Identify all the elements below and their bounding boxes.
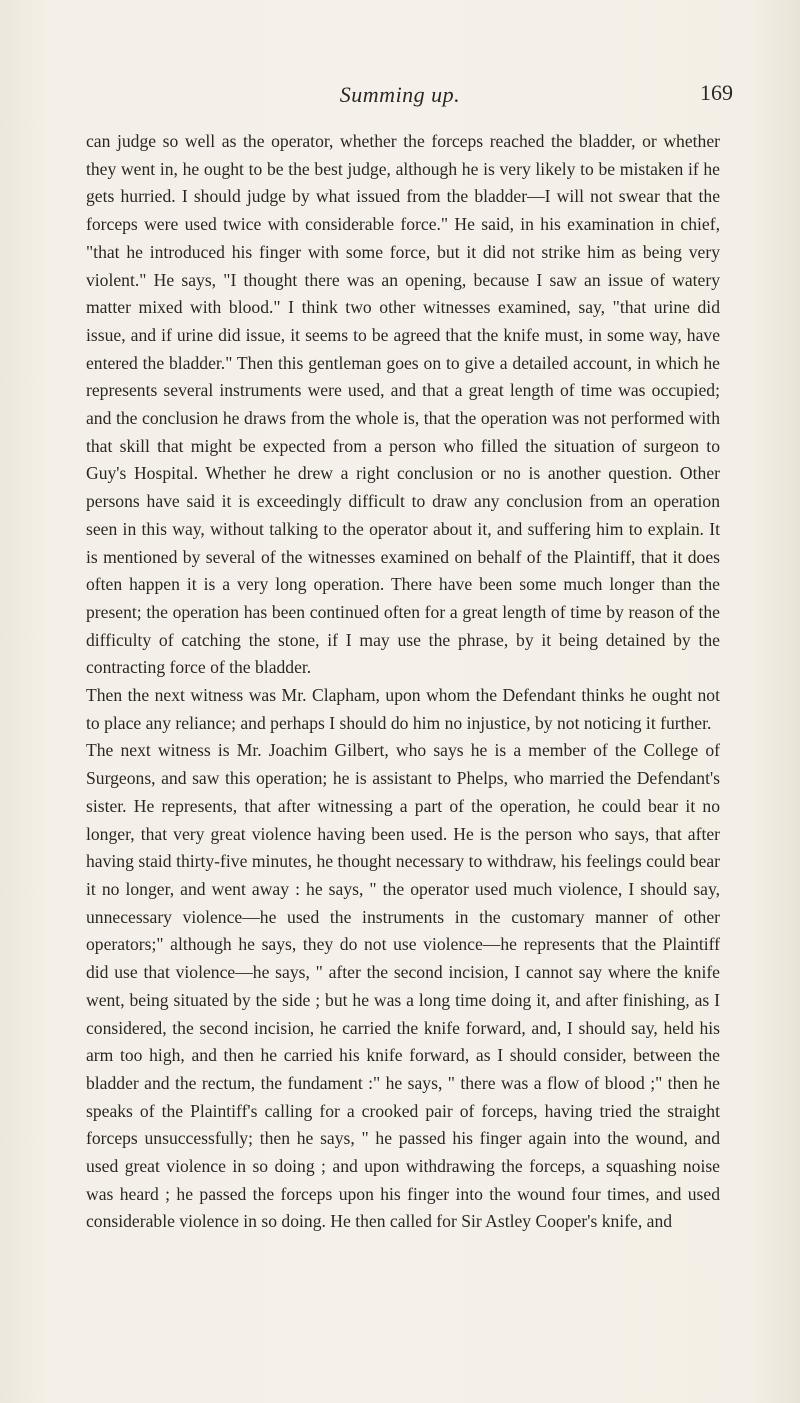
running-title: Summing up. <box>339 82 461 107</box>
running-head <box>0 82 800 112</box>
paragraph-clapham: Then the next witness was Mr. Clapham, upon whom the Defendant thinks he ought not to place any reliance; and perhaps I should do him no injustice, by not noticing it further. <box>86 685 720 733</box>
page-number: 169 <box>700 80 733 105</box>
paragraph-gilbert: The next witness is Mr. Joachim Gilbert, who says he is a member of the College of Surgeons, and saw this operation; he is assistant to Phelps, who married the Defendant's sister. He represents, that after witnessing a part of the operation, he could bear it no longer, that very great violence having been used. He is the person who says, that after having staid thirty-five minutes, he thought necessary to withdraw, his feelings could bear it no longer, and went away : he says, " the operator used much violence, I should say, unnecessary violence—he used the instruments in the customary manner of other operators;" although he says, they do not use violence—he represents that the Plaintiff did use that violence—he says, " after the second incision, I cannot say where the knife went, being situated by the side ; but he was a long time doing it, and after finishing, as I considered, the second incision, he carried the knife forward, and, I should say, held his arm too high, and then he carried his knife forward, as I should consider, between the bladder and the rectum, the fundament :" he says, " there was a flow of blood ;" then he speaks of the Plaintiff's calling for a crooked pair of forceps, having tried the straight forceps unsuccessfully; then he says, " he passed his finger again into the wound, and used great violence in so doing ; and upon withdrawing the forceps, a squashing noise was heard ; he passed the forceps upon his finger into the wound four times, and used considerable violence in so doing. He then called for Sir Astley Cooper's knife, and <box>86 740 720 1232</box>
body-text <box>86 128 720 1236</box>
paragraph-continuation: can judge so well as the operator, whether the forceps reached the bladder, or whether they went in, he ought to be the best judge, although he is very likely to be mistaken if he gets hurried. I should judge by what issued from the bladder—I will not swear that the forceps were used twice with considerable force." He said, in his examination in chief, "that he introduced his finger with some force, but it did not strike him as being very violent." He says, "I thought there was an opening, because I saw an issue of watery matter mixed with blood." I think two other witnesses examined, say, "that urine did issue, and if urine did issue, it seems to be agreed that the knife must, in some way, have entered the bladder." Then this gentleman goes on to give a detailed account, in which he represents several instruments were used, and that a great length of time was occupied; and the conclusion he draws from the whole is, that the operation was not performed with that skill that might be expected from a person who filled the situation of surgeon to Guy's Hospital. Whether he drew a right conclusion or no is another question. Other persons have said it is exceedingly difficult to draw any conclusion from an operation seen in this way, without talking to the operator about it, and suffering him to explain. It is mentioned by several of the witnesses examined on behalf of the Plaintiff, that it does often happen it is a very long operation. There have been some much longer than the present; the operation has been continued often for a great length of time by reason of the difficulty of catching the stone, if I may use the phrase, by it being detained by the contracting force of the bladder. <box>86 131 720 678</box>
